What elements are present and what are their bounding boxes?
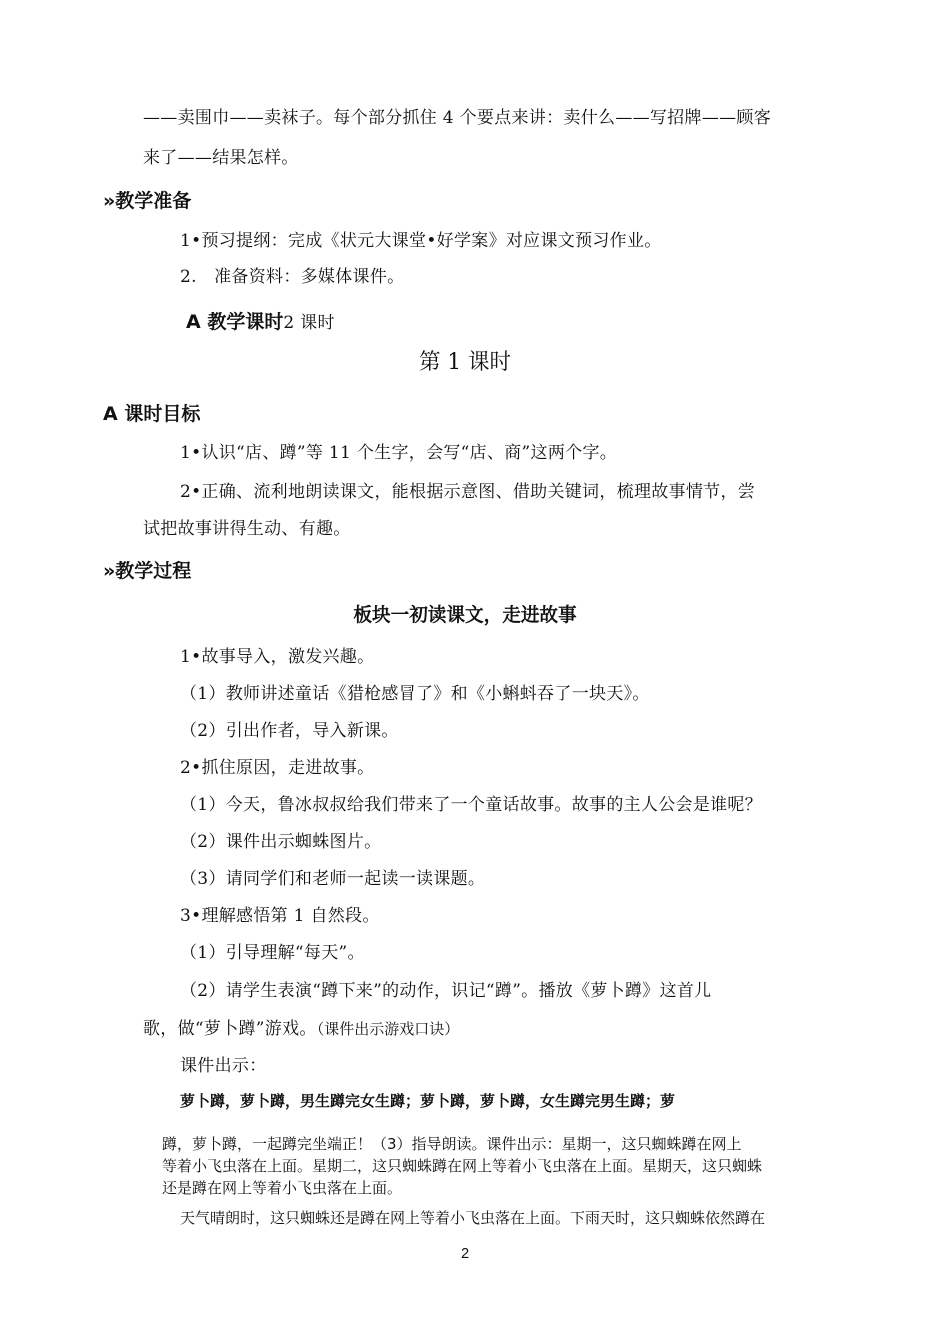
text-line: （1）引导理解“每天”。: [180, 943, 365, 963]
text-line: 来了——结果怎样。: [143, 148, 299, 168]
lesson-title: 第 1 课时: [419, 350, 512, 375]
chant-line: 天气晴朗时，这只蜘蛛还是蹲在网上等着小飞虫落在上面。下雨天时，这只蜘蛛依然蹲在: [180, 1209, 766, 1227]
text-line: 2•正确、流利地朗读课文，能根据示意图、借助关键词，梳理故事情节，尝: [180, 482, 756, 502]
chant-line: 还是蹲在网上等着小飞虫落在上面。: [162, 1179, 403, 1197]
chant-line: 等着小飞虫落在上面。星期二，这只蜘蛛蹲在网上等着小飞虫落在上面。星期天，这只蜘蛛: [162, 1157, 763, 1175]
section-heading-goal: A 课时目标: [103, 403, 201, 425]
text-line: （1）今天，鲁冰叔叔给我们带来了一个童话故事。故事的主人公会是谁呢？: [180, 795, 763, 815]
text-line: 1•故事导入，激发兴趣。: [180, 647, 375, 667]
text-line: 1•认识“店、蹲”等 11 个生字，会写“店、商”这两个字。: [180, 443, 618, 463]
text-line: （2）课件出示蜘蛛图片。: [180, 832, 382, 852]
text-line: 2. 准备资料：多媒体课件。: [180, 267, 405, 287]
text-line: 2•抓住原因，走进故事。: [180, 758, 375, 778]
text-line: 试把故事讲得生动、有趣。: [143, 519, 351, 539]
section-heading-prep: »教学准备: [103, 190, 192, 212]
chant-line: 蹲，萝卜蹲，一起蹲完坐端正！（3）指导朗读。课件出示：星期一，这只蜘蛛蹲在网上: [162, 1135, 742, 1153]
text-line: 课件出示：: [180, 1056, 267, 1076]
text-line: （2）请学生表演“蹲下来”的动作，识记“蹲”。播放《萝卜蹲》这首儿: [180, 981, 712, 1001]
block-title: 板块一初读课文，走进故事: [353, 604, 577, 626]
page-number: 2: [460, 1245, 470, 1262]
lesson-hours-value: 2 课时: [283, 313, 335, 333]
text-span: 歌，做“萝卜蹲”游戏。: [143, 1019, 317, 1039]
lesson-hours: [186, 307, 335, 334]
text-line: ——卖围巾——卖袜子。每个部分抓住 4 个要点来讲：卖什么——写招牌——顾客: [143, 108, 772, 128]
chant-line: 萝卜蹲，萝卜蹲，男生蹲完女生蹲；萝卜蹲，萝卜蹲，女生蹲完男生蹲；萝: [180, 1092, 676, 1110]
text-line: 1•预习提纲：完成《状元大课堂•好学案》对应课文预习作业。: [180, 231, 662, 251]
text-line: [143, 1014, 459, 1039]
text-line: 3•理解感悟第 1 自然段。: [180, 906, 380, 926]
text-note: （课件出示游戏口诀）: [316, 1020, 460, 1038]
lesson-hours-label: A 教学课时: [186, 311, 284, 333]
text-line: （2）引出作者，导入新课。: [180, 721, 399, 741]
text-line: （3）请同学们和老师一起读一读课题。: [180, 869, 486, 889]
section-heading-process: »教学过程: [103, 560, 192, 582]
text-line: （1）教师讲述童话《猎枪感冒了》和《小蝌蚪吞了一块天》。: [180, 684, 650, 704]
